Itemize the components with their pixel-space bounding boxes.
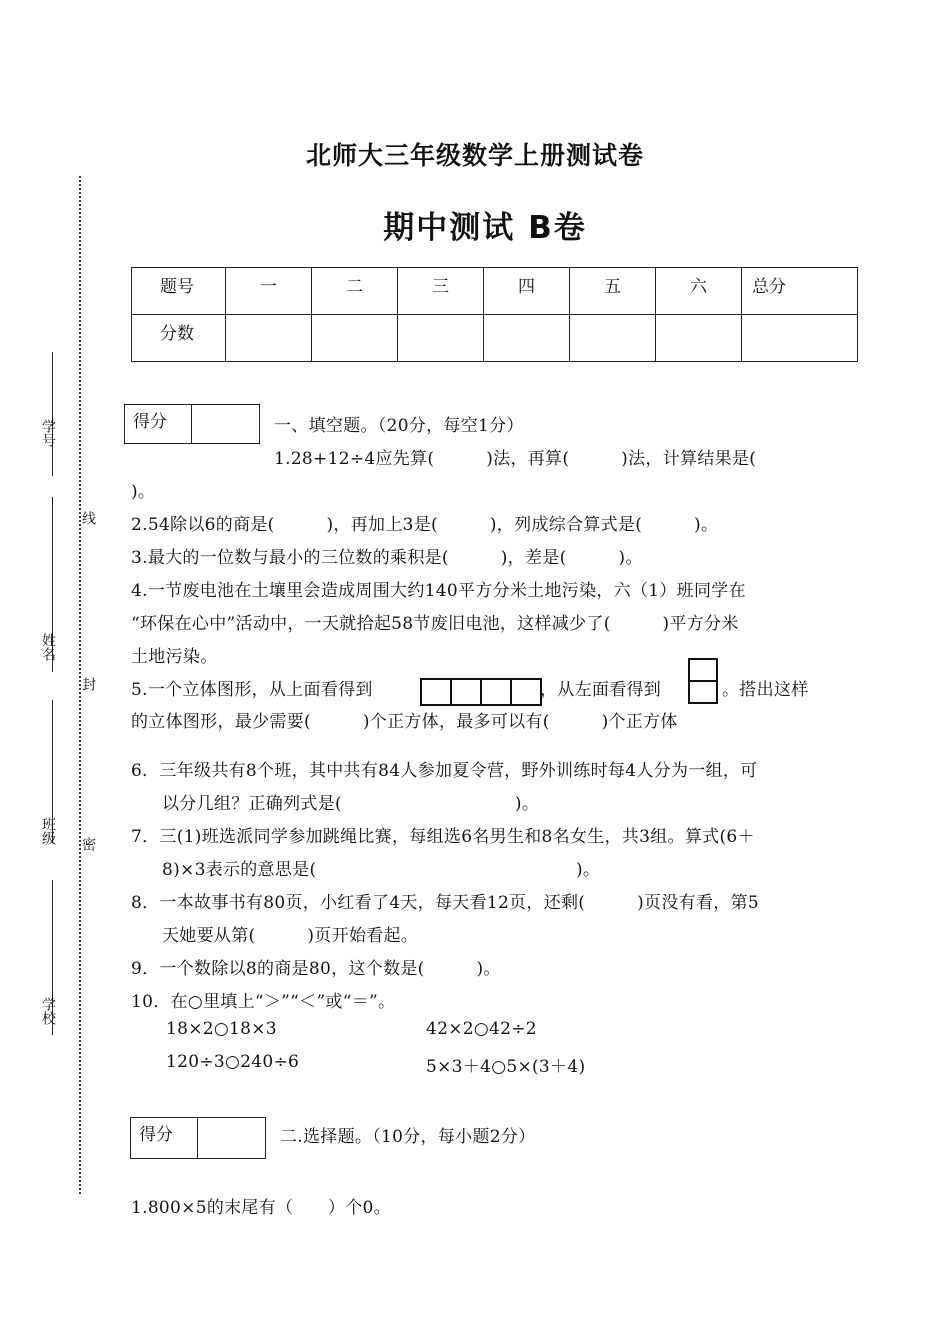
cube-square <box>422 680 452 704</box>
question-line: 3.最大的一位数与最小的三位数的乘积是( )，差是( )。 <box>131 548 643 568</box>
score-box-input[interactable] <box>198 1118 265 1158</box>
question-line: 。搭出这样 <box>722 680 809 700</box>
paper-title: 北师大三年级数学上册测试卷 <box>305 141 644 170</box>
student-id-label: 学号 <box>40 419 56 447</box>
score-table-score-row <box>132 315 858 362</box>
question-line: 2.54除以6的商是( )，再加上3是( )，列成综合算式是( )。 <box>131 515 719 535</box>
section2-heading: 二.选择题。（10分，每小题2分） <box>280 1127 536 1147</box>
seal-char-feng: 封 <box>80 677 96 691</box>
question-line: 1.28+12÷4应先算( )法，再算( )法，计算结果是( <box>274 449 757 469</box>
cube-square <box>482 680 512 704</box>
section1-heading: 一、填空题。（20分，每空1分） <box>274 416 524 436</box>
score-cell[interactable] <box>570 315 656 362</box>
section1-score-box <box>124 404 260 444</box>
score-table-header-row <box>132 268 858 315</box>
score-table <box>131 267 858 362</box>
score-table-header: 五 <box>570 268 656 315</box>
score-row-label: 分数 <box>132 315 226 362</box>
question-line: 7．三(1)班选派同学参加跳绳比赛，每组选6名男生和8名女生，共3组。算式(6＋ <box>131 827 755 847</box>
cube-square <box>512 680 540 704</box>
question-line: “环保在心中”活动中，一天就拾起58节废旧电池，这样减少了( )平方分米 <box>131 614 739 634</box>
top-view-figure <box>420 678 542 706</box>
left-view-figure <box>688 658 718 704</box>
compare-item: 120÷3○240÷6 <box>166 1052 300 1072</box>
score-cell[interactable] <box>226 315 312 362</box>
question-line: ，从左面看得到 <box>540 680 662 700</box>
compare-item: 5×3＋4○5×(3＋4) <box>426 1057 586 1077</box>
question-line: 的立体图形，最少需要( )个正方体，最多可以有( )个正方体 <box>131 712 678 732</box>
student-id-line[interactable] <box>52 352 53 476</box>
school-label: 学校 <box>40 997 56 1025</box>
score-cell[interactable] <box>484 315 570 362</box>
question-line: 1.800×5的末尾有（ ）个0。 <box>131 1198 391 1218</box>
cube-square <box>690 682 716 702</box>
score-box-label: 得分 <box>131 1118 198 1158</box>
question-line: 10．在○里填上“＞”“＜”或“＝”。 <box>131 992 396 1012</box>
question-line: 以分几组？正确列式是( )。 <box>162 794 540 814</box>
compare-item: 18×2○18×3 <box>166 1019 277 1039</box>
score-table-header: 三 <box>398 268 484 315</box>
score-table-header: 一 <box>226 268 312 315</box>
question-line: 天她要从第( )页开始看起。 <box>162 926 419 946</box>
compare-item: 42×2○42÷2 <box>426 1019 537 1039</box>
score-cell[interactable] <box>656 315 742 362</box>
score-table-header: 四 <box>484 268 570 315</box>
score-table-header: 二 <box>312 268 398 315</box>
name-label: 姓名 <box>40 633 56 661</box>
question-line: )。 <box>131 482 156 502</box>
score-cell[interactable] <box>742 315 858 362</box>
cube-square <box>690 660 716 682</box>
question-line: 9．一个数除以8的商是80，这个数是( )。 <box>131 959 501 979</box>
score-box-input[interactable] <box>192 405 259 443</box>
seal-char-xian: 线 <box>80 511 96 525</box>
question-line: 4.一节废电池在土壤里会造成周围大约140平方分米土地污染，六（1）班同学在 <box>131 581 746 601</box>
score-cell[interactable] <box>312 315 398 362</box>
question-line: 土地污染。 <box>131 647 218 667</box>
question-line: 8．一本故事书有80页，小红看了4天，每天看12页，还剩( )页没有看，第5 <box>131 893 759 913</box>
score-cell[interactable] <box>398 315 484 362</box>
score-table-header: 总分 <box>742 268 858 315</box>
score-table-header: 六 <box>656 268 742 315</box>
question-line: 8)×3表示的意思是( )。 <box>162 860 601 880</box>
seal-char-mi: 密 <box>80 837 96 851</box>
class-label: 班级 <box>40 817 56 845</box>
score-table-header: 题号 <box>132 268 226 315</box>
cube-square <box>452 680 482 704</box>
section2-score-box <box>130 1117 266 1159</box>
question-line: 6．三年级共有8个班，其中共有84人参加夏令营，野外训练时每4人分为一组，可 <box>131 761 758 781</box>
question-line: 5.一个立体图形，从上面看得到 <box>131 680 373 700</box>
paper-subtitle: 期中测试 B卷 <box>383 210 587 246</box>
score-box-label: 得分 <box>125 405 192 443</box>
